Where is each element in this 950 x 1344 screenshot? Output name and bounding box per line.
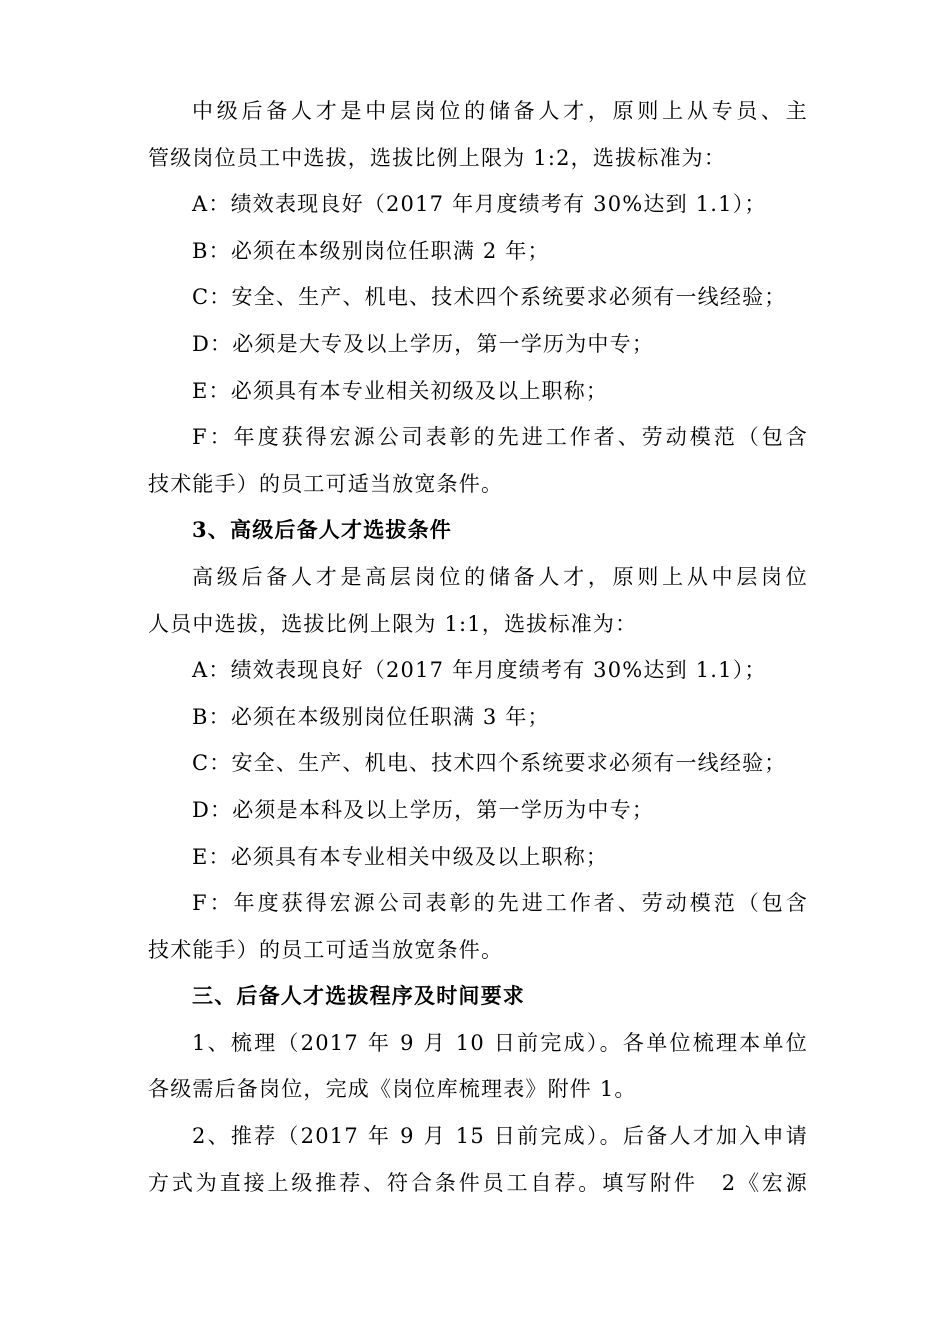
criterion-line: E：必须具有本专业相关中级及以上职称； bbox=[192, 844, 609, 869]
paragraph-line: 中级后备人才是中层岗位的储备人才，原则上从专员、主 bbox=[192, 99, 808, 123]
criterion-line: F：年度获得宏源公司表彰的先进工作者、劳动模范（包含 bbox=[192, 891, 808, 916]
document-body bbox=[148, 88, 808, 1206]
paragraph-line: 2、推荐（2017 年 9 月 15 日前完成）。后备人才加入申请 bbox=[192, 1124, 808, 1149]
paragraph-line: 管级岗位员工中选拔，选拔比例上限为 1:2，选拔标准为： bbox=[148, 145, 727, 170]
criterion-line: B：必须在本级别岗位任职满 2 年； bbox=[192, 238, 550, 263]
paragraph-line: 各级需后备岗位，完成《岗位库梳理表》附件 1。 bbox=[148, 1077, 637, 1102]
criterion-line: D：必须是大专及以上学历，第一学历为中专； bbox=[192, 331, 655, 356]
criterion-line: A：绩效表现良好（2017 年月度绩考有 30%达到 1.1）； bbox=[192, 658, 767, 683]
criterion-line: C：安全、生产、机电、技术四个系统要求必须有一线经验； bbox=[192, 751, 787, 776]
section-heading: 3、高级后备人才选拔条件 bbox=[192, 517, 453, 543]
paragraph-line: 人员中选拔，选拔比例上限为 1:1，选拔标准为： bbox=[148, 611, 638, 636]
paragraph-line: 1、梳理（2017 年 9 月 10 日前完成）。各单位梳理本单位 bbox=[192, 1030, 808, 1055]
section-heading: 三、后备人才选拔程序及时间要求 bbox=[192, 983, 525, 1009]
criterion-line: B：必须在本级别岗位任职满 3 年； bbox=[192, 704, 550, 729]
criterion-line: C：安全、生产、机电、技术四个系统要求必须有一线经验； bbox=[192, 285, 787, 310]
criterion-line: 技术能手）的员工可适当放宽条件。 bbox=[148, 937, 504, 962]
criterion-line: E：必须具有本专业相关初级及以上职称； bbox=[192, 378, 609, 403]
criterion-line: F：年度获得宏源公司表彰的先进工作者、劳动模范（包含 bbox=[192, 425, 808, 450]
paragraph-line: 高级后备人才是高层岗位的储备人才，原则上从中层岗位 bbox=[192, 564, 808, 589]
criterion-line: 技术能手）的员工可适当放宽条件。 bbox=[148, 471, 504, 496]
criterion-line: A：绩效表现良好（2017 年月度绩考有 30%达到 1.1）； bbox=[192, 192, 767, 217]
paragraph-line: 方式为直接上级推荐、符合条件员工自荐。填写附件 2《宏源 bbox=[148, 1170, 808, 1195]
criterion-line: D：必须是本科及以上学历，第一学历为中专； bbox=[192, 797, 655, 822]
